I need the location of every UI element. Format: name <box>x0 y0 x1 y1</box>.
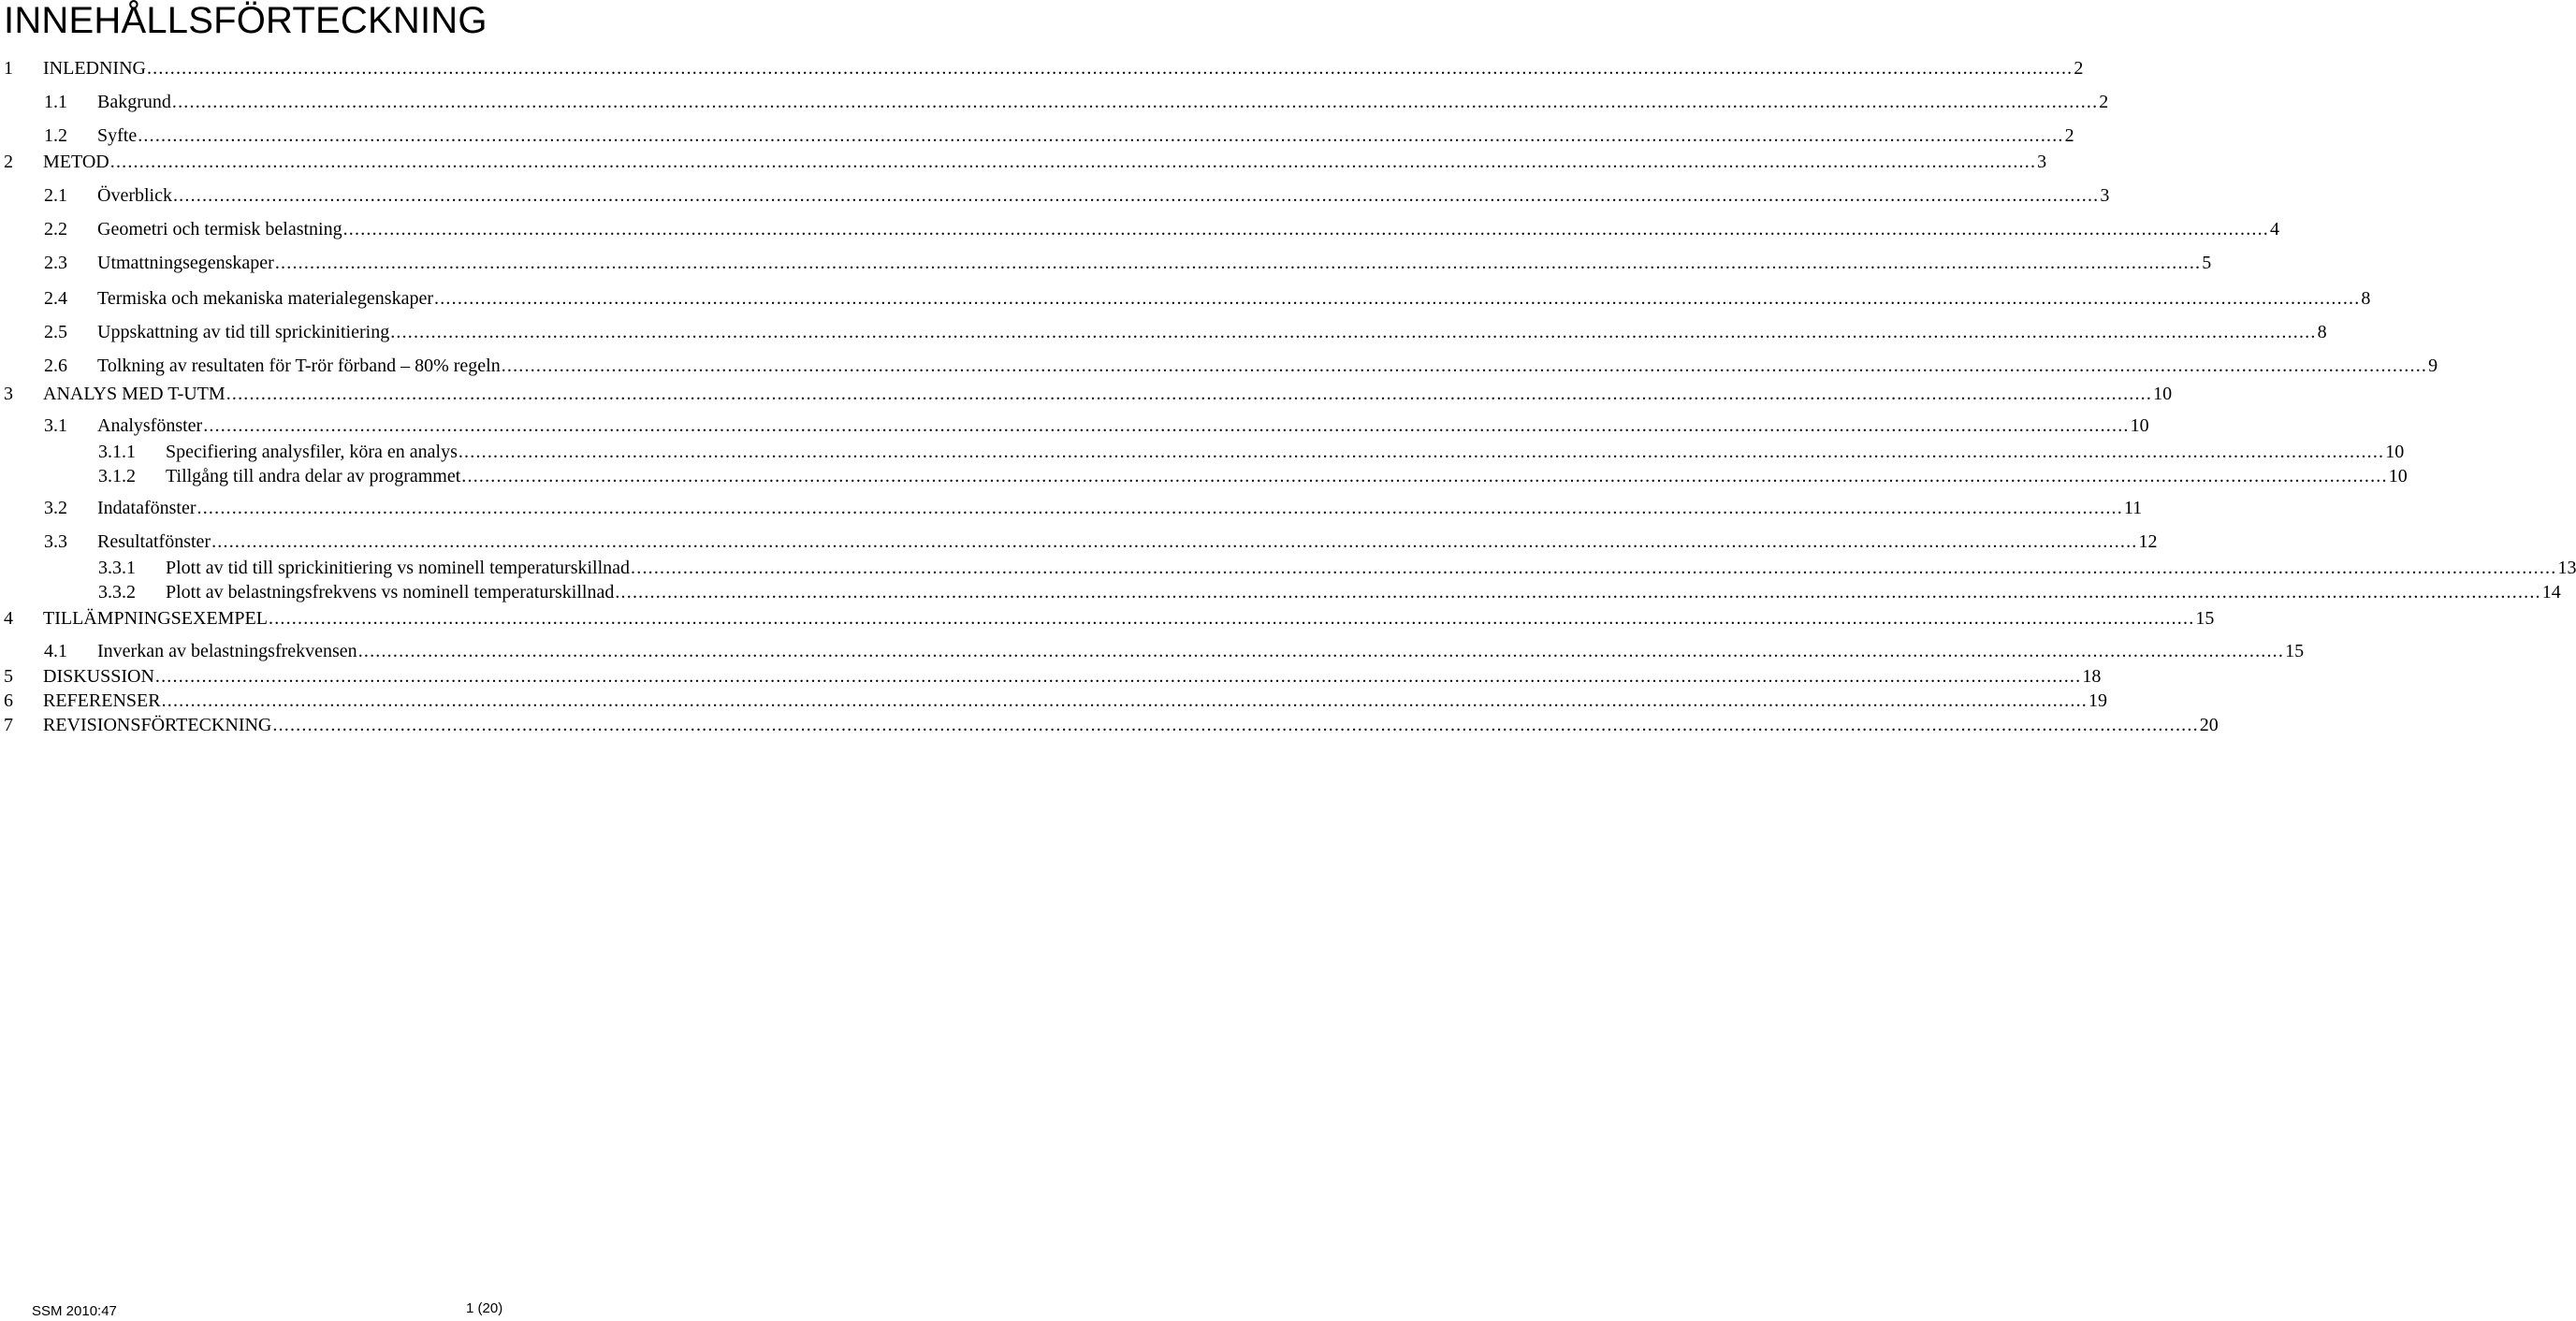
dot-leader <box>458 440 2384 464</box>
toc-entry-title: TILLÄMPNINGSEXEMPEL <box>43 608 268 629</box>
toc-entry-page: 11 <box>2123 498 2143 518</box>
toc-entry-page: 12 <box>2138 531 2158 552</box>
footer-report-id: SSM 2010:47 <box>32 1303 117 1319</box>
toc-entry-title: REVISIONSFÖRTECKNING <box>43 715 272 735</box>
toc-entry[interactable] <box>0 150 2047 174</box>
toc-entry-title: Indatafönster <box>97 498 196 518</box>
toc-entry-page: 5 <box>2202 253 2212 273</box>
dot-leader <box>197 496 2123 520</box>
toc-entry-title: Överblick <box>97 185 172 206</box>
page-title: INNEHÅLLSFÖRTECKNING <box>4 0 488 41</box>
toc-entry-page: 19 <box>2088 690 2107 711</box>
toc-entry[interactable] <box>0 354 2438 378</box>
dot-leader <box>138 123 2063 148</box>
toc-entry-number: 4.1 <box>44 641 67 661</box>
dot-leader <box>343 217 2269 241</box>
toc-entry[interactable] <box>0 286 2371 311</box>
toc-entry-page: 15 <box>2195 608 2215 629</box>
toc-entry-number: 2 <box>4 152 13 172</box>
toc-entry-number: 3.3 <box>44 531 67 552</box>
toc-entry[interactable] <box>0 414 2149 438</box>
toc-entry-title: DISKUSSION <box>43 666 154 687</box>
toc-entry-page: 9 <box>2428 356 2438 376</box>
dot-leader <box>390 320 2316 344</box>
toc-entry[interactable] <box>0 251 2212 275</box>
toc-entry-number: 2.6 <box>44 356 67 376</box>
dot-leader <box>155 664 2081 689</box>
toc-entry-page: 18 <box>2082 666 2102 687</box>
toc-entry-number: 3.1 <box>44 415 67 436</box>
toc-entry[interactable] <box>0 56 2084 80</box>
toc-entry[interactable] <box>0 580 2561 604</box>
toc-entry[interactable] <box>0 664 2102 689</box>
toc-entry-number: 7 <box>4 715 13 735</box>
toc-entry-number: 2.4 <box>44 288 67 309</box>
toc-entry[interactable] <box>0 713 2219 737</box>
toc-entry-title: ANALYS MED T-UTM <box>43 384 226 404</box>
toc-entry-number: 5 <box>4 666 13 687</box>
toc-entry-page: 20 <box>2199 715 2219 735</box>
toc-entry[interactable] <box>0 606 2215 631</box>
toc-entry[interactable] <box>0 556 2576 580</box>
toc-entry[interactable] <box>0 689 2107 713</box>
dot-leader <box>358 639 2284 663</box>
dot-leader <box>275 251 2201 275</box>
dot-leader <box>110 150 2036 174</box>
toc-entry-title: Tillgång till andra delar av programmet <box>166 466 461 486</box>
toc-entry-title: Bakgrund <box>97 92 171 112</box>
toc-entry-page: 2 <box>2064 125 2074 146</box>
toc-entry[interactable] <box>0 382 2173 406</box>
toc-entry[interactable] <box>0 90 2109 114</box>
dot-leader <box>162 689 2088 713</box>
toc-entry[interactable] <box>0 217 2280 241</box>
toc-entry-number: 4 <box>4 608 13 629</box>
toc-entry-number: 3.3.2 <box>98 582 136 602</box>
toc-entry-page: 10 <box>2153 384 2173 404</box>
dot-leader <box>269 606 2194 631</box>
toc-entry-number: 6 <box>4 690 13 711</box>
toc-entry-title: Inverkan av belastningsfrekvensen <box>97 641 357 661</box>
toc-entry-title: Tolkning av resultaten för T-rör förband – 80% regeln <box>97 356 501 376</box>
toc-entry-page: 8 <box>2317 322 2327 342</box>
toc-entry-number: 1.2 <box>44 125 67 146</box>
toc-entry-page: 2 <box>2099 92 2109 112</box>
toc-entry-title: Geometri och termisk belastning <box>97 219 342 240</box>
toc-entry-page: 8 <box>2361 288 2371 309</box>
toc-entry-title: Plott av belastningsfrekvens vs nominell temperaturskillnad <box>166 582 615 602</box>
toc-entry-number: 2.5 <box>44 322 67 342</box>
toc-entry-number: 2.2 <box>44 219 67 240</box>
toc-entry[interactable] <box>0 440 2405 464</box>
toc-entry-number: 3.2 <box>44 498 67 518</box>
toc-entry-number: 1 <box>4 58 13 79</box>
toc-entry-title: Uppskattning av tid till sprickinitiering <box>97 322 390 342</box>
toc-entry-title: METOD <box>43 152 109 172</box>
dot-leader <box>631 556 2556 580</box>
toc-entry-number: 2.1 <box>44 185 67 206</box>
toc-entry-number: 2.3 <box>44 253 67 273</box>
dot-leader <box>211 530 2137 554</box>
toc-entry-page: 14 <box>2541 582 2561 602</box>
dot-leader <box>615 580 2540 604</box>
toc-entry-title: INLEDNING <box>43 58 146 79</box>
dot-leader <box>226 382 2152 406</box>
dot-leader <box>434 286 2360 311</box>
toc-entry-title: Syfte <box>97 125 138 146</box>
toc-entry-page: 4 <box>2270 219 2280 240</box>
toc-entry-title: Utmattningsegenskaper <box>97 253 274 273</box>
dot-leader <box>502 354 2427 378</box>
dot-leader <box>461 464 2387 488</box>
dot-leader <box>172 90 2098 114</box>
footer-page-number: 1 (20) <box>466 1300 503 1316</box>
toc-entry[interactable] <box>0 123 2074 148</box>
toc-entry-page: 2 <box>2074 58 2084 79</box>
toc-entry[interactable] <box>0 183 2110 208</box>
dot-leader <box>272 713 2198 737</box>
toc-entry-title: Analysfönster <box>97 415 203 436</box>
toc-entry-page: 3 <box>2037 152 2047 172</box>
toc-entry-page: 10 <box>2385 442 2405 462</box>
toc-entry-title: Termiska och mekaniska materialegenskaper <box>97 288 434 309</box>
toc-entry[interactable] <box>0 639 2305 663</box>
toc-entry-page: 15 <box>2285 641 2305 661</box>
toc-entry[interactable] <box>0 464 2408 488</box>
toc-entry-page: 3 <box>2100 185 2110 206</box>
dot-leader <box>147 56 2073 80</box>
toc-entry-number: 3 <box>4 384 13 404</box>
dot-leader <box>203 414 2129 438</box>
toc-entry-page: 10 <box>2388 466 2408 486</box>
toc-entry-page: 13 <box>2557 558 2576 578</box>
toc-entry-title: Resultatfönster <box>97 531 211 552</box>
toc-entry-number: 3.1.1 <box>98 442 136 462</box>
toc-entry-number: 3.1.2 <box>98 466 136 486</box>
toc-entry[interactable] <box>0 496 2143 520</box>
toc-entry-page: 10 <box>2130 415 2149 436</box>
toc-entry-number: 3.3.1 <box>98 558 136 578</box>
toc-entry-title: Plott av tid till sprickinitiering vs nominell temperaturskillnad <box>166 558 631 578</box>
toc-entry-number: 1.1 <box>44 92 67 112</box>
toc-entry-title: REFERENSER <box>43 690 161 711</box>
toc-entry[interactable] <box>0 320 2327 344</box>
toc-entry[interactable] <box>0 530 2158 554</box>
toc-entry-title: Specifiering analysfiler, köra en analys <box>166 442 458 462</box>
dot-leader <box>173 183 2099 208</box>
